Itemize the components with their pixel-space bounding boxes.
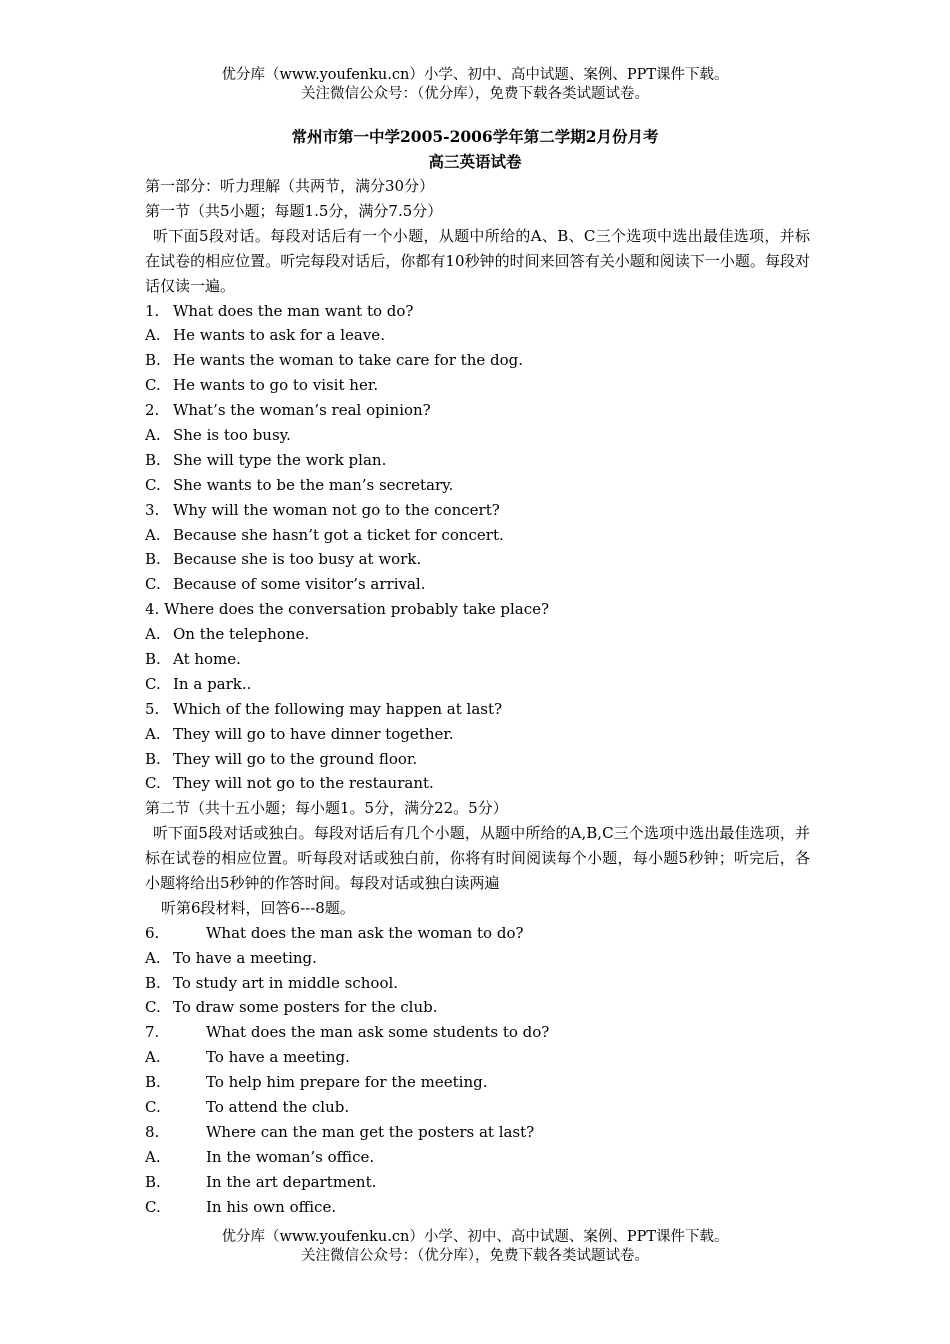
option-4c — [145, 672, 810, 697]
section2-instructions: 听下面5段对话或独白。每段对话后有几个小题，从题中所给的A,B,C三个选项中选出最佳选项，并标在试卷的相应位置。听每段对话或独白前，你将有时间阅读每个小题，每小题5秒钟；听完后，各小题将给出5秒钟的作答时间。每段对话或独白读两遍 — [145, 824, 810, 893]
exam-title: 常州市第一中学2005-2006学年第二学期2月份月考 — [291, 127, 659, 146]
option-text: They will not go to the restaurant. — [173, 774, 434, 793]
question-text: Why will the woman not go to the concert? — [173, 500, 500, 519]
page-header — [0, 66, 950, 104]
option-text: Because she hasn’t got a ticket for concert. — [173, 525, 504, 544]
question-number: 1. — [145, 301, 160, 320]
option-8b — [145, 1170, 810, 1195]
option-label: B. — [145, 450, 161, 469]
option-label: C. — [145, 674, 161, 693]
option-6c — [145, 995, 810, 1020]
option-text: They will go to have dinner together. — [173, 724, 454, 743]
header-line-1: 优分库（www.youfenku.cn）小学、初中、高中试题、案例、PPT课件下载。 — [221, 67, 729, 83]
option-3b — [145, 547, 810, 572]
option-text: To draw some posters for the club. — [173, 998, 438, 1017]
question-6 — [145, 921, 810, 946]
section2-heading: 第二节（共十五小题；每小题1。5分，满分22。5分） — [145, 799, 508, 818]
section1-instructions: 听下面5段对话。每段对话后有一个小题，从题中所给的A、B、C三个选项中选出最佳选项，并标在试卷的相应位置。听完每段对话后，你都有10秒钟的时间来回答有关小题和阅读下一小题。每段对话仅读一遍。 — [145, 226, 810, 295]
question-3 — [145, 498, 810, 523]
option-3a — [145, 523, 810, 548]
option-1b — [145, 348, 810, 373]
question-8 — [145, 1120, 810, 1145]
option-label: B. — [145, 973, 161, 992]
question-7 — [145, 1020, 810, 1045]
page-footer — [0, 1228, 950, 1266]
option-label: B. — [145, 550, 161, 569]
option-text: At home. — [173, 649, 241, 668]
option-label: C. — [145, 376, 161, 395]
option-text: In the woman’s office. — [206, 1147, 375, 1166]
question-text: Where can the man get the posters at last? — [206, 1122, 535, 1141]
option-5c — [145, 771, 810, 796]
option-text: On the telephone. — [173, 625, 310, 644]
option-text: Because she is too busy at work. — [173, 550, 422, 569]
option-2b — [145, 448, 810, 473]
material-6-note: 听第6段材料，回答6---8题。 — [161, 898, 355, 917]
option-text: She is too busy. — [173, 425, 291, 444]
option-1a — [145, 323, 810, 348]
option-label: B. — [145, 649, 161, 668]
option-text: To study art in middle school. — [173, 973, 399, 992]
option-6b — [145, 971, 810, 996]
option-3c — [145, 572, 810, 597]
header-line-2: 关注微信公众号：（优分库），免费下载各类试题试卷。 — [301, 86, 649, 102]
option-4b — [145, 647, 810, 672]
option-7b — [145, 1070, 810, 1095]
option-text: He wants to ask for a leave. — [173, 326, 385, 345]
question-number: 8. — [145, 1122, 160, 1141]
option-label: A. — [145, 724, 161, 743]
option-6a — [145, 946, 810, 971]
exam-subtitle: 高三英语试卷 — [428, 152, 522, 171]
option-text: He wants to go to visit her. — [173, 376, 379, 395]
question-number: 2. — [145, 401, 160, 420]
option-text: They will go to the ground floor. — [173, 749, 418, 768]
option-label: A. — [145, 326, 161, 345]
footer-line-1: 优分库（www.youfenku.cn）小学、初中、高中试题、案例、PPT课件下载。 — [221, 1229, 729, 1245]
question-text: What does the man want to do? — [173, 301, 414, 320]
option-4a — [145, 622, 810, 647]
option-8c — [145, 1195, 810, 1220]
option-label: A. — [145, 948, 161, 967]
option-label: A. — [145, 1048, 161, 1067]
question-1 — [145, 299, 810, 324]
question-5 — [145, 697, 810, 722]
option-text: To attend the club. — [206, 1098, 350, 1117]
section1-heading: 第一节（共5小题；每题1.5分，满分7.5分） — [145, 201, 443, 220]
option-label: A. — [145, 625, 161, 644]
question-text: Which of the following may happen at last? — [173, 699, 503, 718]
option-label: C. — [145, 998, 161, 1017]
option-2c — [145, 473, 810, 498]
option-label: B. — [145, 1073, 161, 1092]
exam-content — [145, 174, 810, 1220]
question-text: What’s the woman’s real opinion? — [173, 401, 431, 420]
option-label: B. — [145, 351, 161, 370]
part1-heading: 第一部分：听力理解（共两节，满分30分） — [145, 177, 435, 195]
question-4: 4. Where does the conversation probably take place? — [145, 600, 550, 619]
option-text: In a park.. — [173, 674, 252, 693]
question-number: 5. — [145, 699, 160, 718]
option-label: C. — [145, 575, 161, 594]
option-text: To help him prepare for the meeting. — [206, 1073, 488, 1092]
question-2 — [145, 398, 810, 423]
option-text: In the art department. — [206, 1172, 377, 1191]
option-label: C. — [145, 1098, 161, 1117]
option-5b — [145, 747, 810, 772]
option-8a — [145, 1145, 810, 1170]
option-label: B. — [145, 749, 161, 768]
option-text: She wants to be the man’s secretary. — [173, 475, 454, 494]
option-text: Because of some visitor’s arrival. — [173, 575, 426, 594]
option-text: He wants the woman to take care for the dog. — [173, 351, 524, 370]
option-7a — [145, 1045, 810, 1070]
option-label: C. — [145, 475, 161, 494]
question-text: What does the man ask some students to do? — [206, 1023, 550, 1042]
option-label: A. — [145, 1147, 161, 1166]
question-number: 7. — [145, 1023, 160, 1042]
option-2a — [145, 423, 810, 448]
option-text: To have a meeting. — [206, 1048, 350, 1067]
option-label: A. — [145, 525, 161, 544]
option-text: To have a meeting. — [173, 948, 317, 967]
option-text: She will type the work plan. — [173, 450, 387, 469]
option-1c — [145, 373, 810, 398]
option-label: C. — [145, 1197, 161, 1216]
option-label: A. — [145, 425, 161, 444]
option-5a — [145, 722, 810, 747]
question-number: 6. — [145, 923, 160, 942]
option-label: C. — [145, 774, 161, 793]
footer-line-2: 关注微信公众号：（优分库），免费下载各类试题试卷。 — [301, 1248, 649, 1264]
question-text: What does the man ask the woman to do? — [206, 923, 524, 942]
option-text: In his own office. — [206, 1197, 337, 1216]
option-7c — [145, 1095, 810, 1120]
option-label: B. — [145, 1172, 161, 1191]
question-number: 3. — [145, 500, 160, 519]
